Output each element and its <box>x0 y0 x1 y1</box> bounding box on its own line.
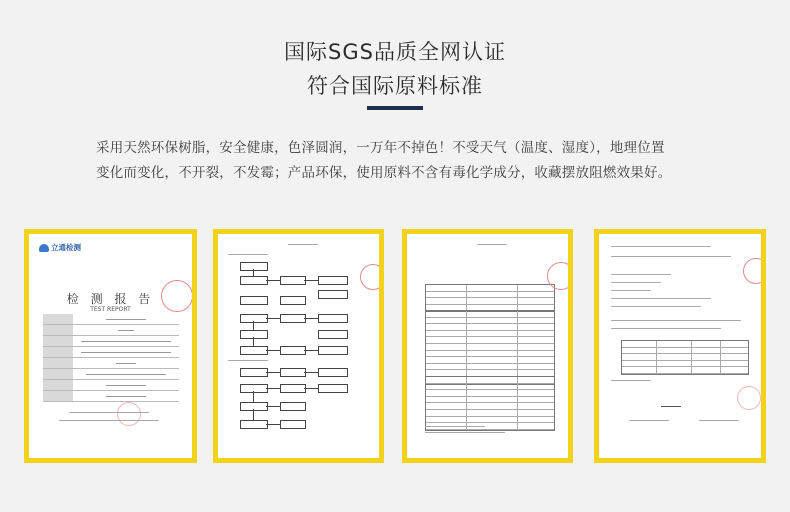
date-text-line <box>699 420 739 421</box>
report-subtitle: TEST REPORT <box>90 306 131 313</box>
note-text-line <box>425 432 505 433</box>
page-header-line <box>288 244 318 245</box>
note-text-line <box>425 426 485 427</box>
process-flow-page <box>218 234 379 458</box>
flow-arrow <box>266 318 280 319</box>
red-seal-stamp <box>360 264 379 290</box>
test-report-cover <box>29 234 192 458</box>
flow-box <box>280 346 306 355</box>
summary-results-table <box>621 340 749 375</box>
flow-arrow <box>266 406 280 407</box>
address-text-line <box>611 256 731 257</box>
flow-box <box>240 296 268 305</box>
flow-box <box>318 276 348 285</box>
page-header-line <box>477 244 507 245</box>
certificate-image-2 <box>213 229 384 463</box>
flow-box <box>318 346 348 355</box>
description-line1: 采用天然环保树脂，安全健康，色泽圆润，一万年不掉色！不受天气（温度、湿度），地理位置 <box>96 140 665 156</box>
flow-arrow <box>304 350 318 351</box>
red-seal-stamp <box>161 280 192 312</box>
certificate-image-4 <box>594 229 766 463</box>
flow-arrow <box>304 388 318 389</box>
flow-box <box>240 402 268 411</box>
flow-box <box>240 314 268 323</box>
flow-box <box>318 368 348 377</box>
lab-logo <box>39 242 81 253</box>
sample-text-line <box>611 274 671 275</box>
signature-mark <box>661 406 681 407</box>
red-seal-stamp <box>117 402 141 426</box>
heading-line1: 国际SGS品质全网认证 <box>284 40 506 64</box>
flow-arrow <box>266 388 280 389</box>
flow-box <box>240 330 268 339</box>
flow-box <box>318 290 348 299</box>
applicant-text-line <box>611 246 711 247</box>
report-info-table <box>43 314 179 402</box>
heading-line2: 符合国际原料标准 <box>307 74 483 98</box>
flow-connector <box>253 321 254 330</box>
red-seal-stamp <box>737 386 761 410</box>
section-text-line <box>228 360 268 361</box>
section-text-line <box>228 254 268 255</box>
flow-arrow <box>304 372 318 373</box>
flow-box <box>318 314 348 323</box>
flow-box <box>240 276 268 285</box>
red-seal-stamp <box>547 262 568 290</box>
flow-box <box>240 346 268 355</box>
test-results-page <box>407 234 568 458</box>
conclusion-text-line <box>611 380 651 381</box>
flow-connector <box>253 337 254 346</box>
flow-box <box>280 276 306 285</box>
flow-box <box>318 384 348 393</box>
results-table-bottom <box>425 376 555 431</box>
address-text-line <box>59 420 159 421</box>
sample-text-line <box>611 298 711 299</box>
flow-connector <box>253 391 254 402</box>
flow-box <box>280 384 306 393</box>
flow-box <box>280 296 306 305</box>
signer-text-line <box>629 420 669 421</box>
flow-arrow <box>304 318 318 319</box>
title-underline <box>367 106 423 110</box>
method-text-line <box>611 328 721 329</box>
sample-text-line <box>611 306 701 307</box>
method-text-line <box>611 320 741 321</box>
description-line2: 变化而变化，不开裂，不发霉；产品环保，使用原料不含有毒化学成分，收藏摆放阻燃效果好。 <box>96 165 672 181</box>
certificate-image-1 <box>24 229 197 463</box>
flow-box <box>318 330 348 339</box>
flow-arrow <box>266 424 280 425</box>
flow-box <box>280 368 306 377</box>
flow-box <box>240 262 268 271</box>
certificate-image-3 <box>402 229 573 463</box>
results-table-middle <box>425 310 555 385</box>
flow-box <box>280 314 306 323</box>
sample-text-line <box>611 290 651 291</box>
flow-arrow <box>266 280 280 281</box>
lab-logo-icon <box>39 244 49 252</box>
flow-arrow <box>304 280 318 281</box>
flow-box <box>240 384 268 393</box>
flow-arrow <box>266 350 280 351</box>
flow-connector <box>253 269 254 276</box>
report-title: 检 测 报 告 <box>66 292 155 306</box>
sample-text-line <box>611 282 661 283</box>
flow-arrow <box>266 372 280 373</box>
lab-logo-text: 立通检测 <box>51 243 81 252</box>
red-seal-stamp <box>743 258 761 284</box>
flow-box <box>280 402 306 411</box>
flow-box <box>240 420 268 429</box>
flow-box <box>240 368 268 377</box>
test-summary-page <box>599 234 761 458</box>
flow-connector <box>253 409 254 420</box>
results-table-top <box>425 284 555 312</box>
flow-box <box>280 420 306 429</box>
